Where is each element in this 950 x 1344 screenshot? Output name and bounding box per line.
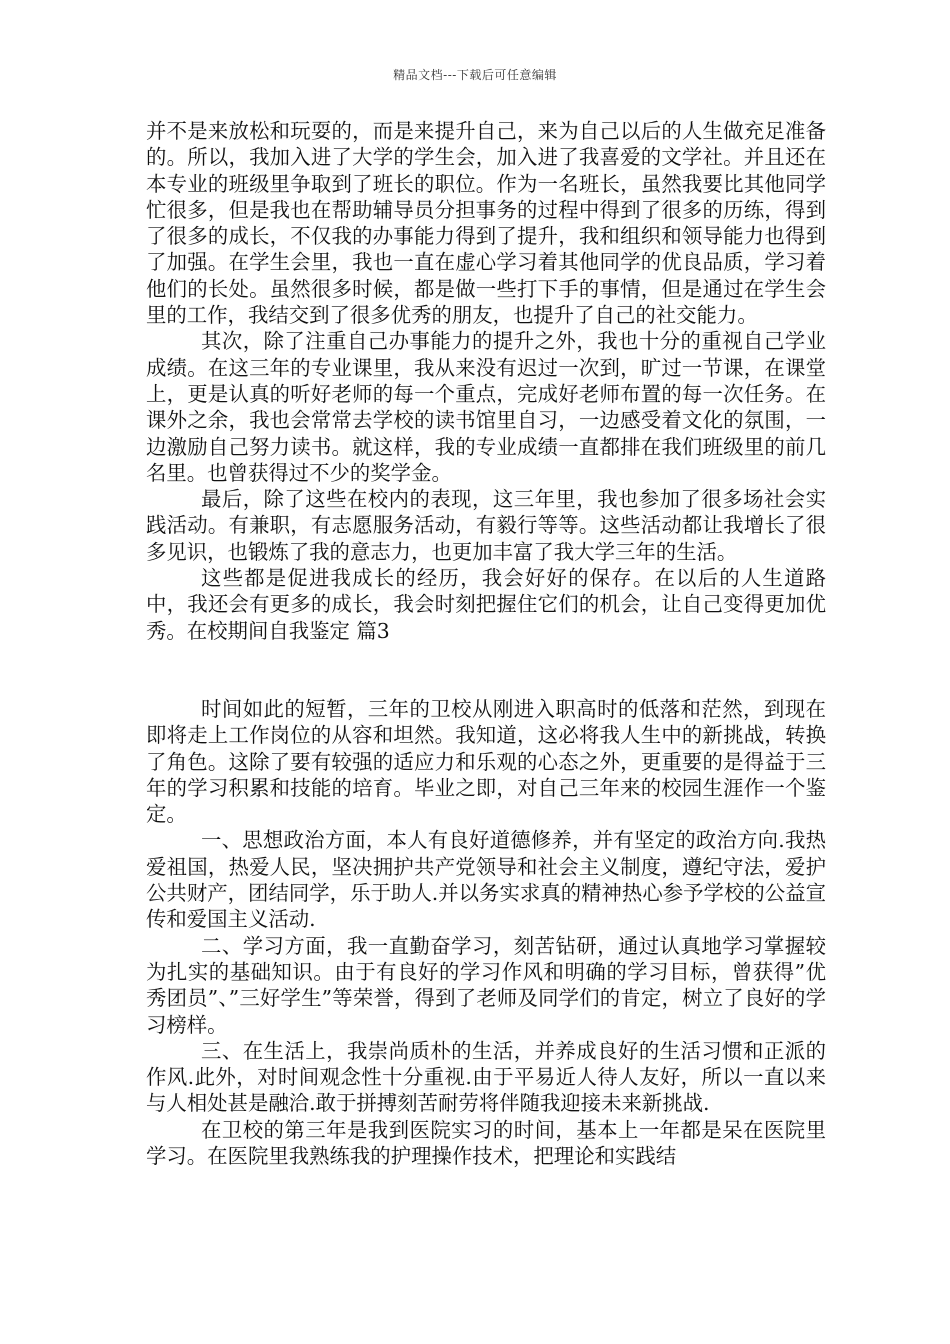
paragraph-8: 三、在生活上，我崇尚质朴的生活，并养成良好的生活习惯和正派的作风.此外，对时间观念性十分重视.由于平易近人待人友好，所以一直以来与人相处甚是融洽.敢于拼搏刻苦耐劳将伴随我迎接未来新挑战.	[146, 1038, 826, 1116]
paragraph-3: 最后，除了这些在校内的表现，这三年里，我也参加了很多场社会实践活动。有兼职，有志愿服务活动，有毅行等等。这些活动都让我增长了很多见识，也锻炼了我的意志力，也更加丰富了我大学三年的生活。	[146, 487, 826, 564]
paragraph-5: 时间如此的短暂，三年的卫校从刚进入职高时的低落和茫然，到现在即将走上工作岗位的从容和坦然。我知道，这必将我人生中的新挑战，转换了角色。这除了要有较强的适应力和乐观的心态之外，更重要的是得益于三年的学习积累和技能的培育。毕业之即，对自己三年来的校园生涯作一个鉴定。	[146, 696, 826, 827]
section-gap	[146, 644, 826, 696]
paragraph-7: 二、学习方面，我一直勤奋学习，刻苦钻研，通过认真地学习掌握较为扎实的基础知识。由于有良好的学习作风和明确的学习目标，曾获得”优秀团员”、”三好学生”等荣誉，得到了老师及同学们的肯定，树立了良好的学习榜样。	[146, 933, 826, 1037]
paragraph-1: 并不是来放松和玩耍的，而是来提升自己，来为自己以后的人生做充足准备的。所以，我加入进了大学的学生会，加入进了我喜爱的文学社。并且还在本专业的班级里争取到了班长的职位。作为一名班长，虽然我要比其他同学忙很多，但是我也在帮助辅导员分担事务的过程中得到了很多的历练，得到了很多的成长，不仅我的办事能力得到了提升，我和组织和领导能力也得到了加强。在学生会里，我也一直在虚心学习着其他同学的优良品质，学习着他们的长处。虽然很多时候，都是做一些打下手的事情，但是通过在学生会里的工作，我结交到了很多优秀的朋友，也提升了自己的社交能力。	[146, 119, 826, 328]
paragraph-6: 一、思想政治方面，本人有良好道德修养，并有坚定的政治方向.我热爱祖国，热爱人民，坚决拥护共产党领导和社会主义制度，遵纪守法，爱护公共财产，团结同学，乐于助人.并以务实求真的精神热心参予学校的公益宣传和爱国主义活动.	[146, 828, 826, 932]
document-body	[146, 118, 826, 1169]
paragraph-9: 在卫校的第三年是我到医院实习的时间，基本上一年都是呆在医院里学习。在医院里我熟练我的护理操作技术，把理论和实践结	[146, 1117, 826, 1168]
page-header: 精品文档---下载后可任意编辑	[393, 68, 557, 82]
paragraph-2: 其次，除了注重自己办事能力的提升之外，我也十分的重视自己学业成绩。在这三年的专业课里，我从来没有迟过一次到，旷过一节课，在课堂上，更是认真的听好老师的每一个重点，完成好老师布置的每一次任务。在课外之余，我也会常常去学校的读书馆里自习，一边感受着文化的氛围，一边激励自己努力读书。就这样，我的专业成绩一直都排在我们班级里的前几名里。也曾获得过不少的奖学金。	[146, 329, 826, 485]
paragraph-4: 这些都是促进我成长的经历，我会好好的保存。在以后的人生道路中，我还会有更多的成长，我会时刻把握住它们的机会，让自己变得更加优秀。在校期间自我鉴定 篇3	[146, 566, 826, 643]
